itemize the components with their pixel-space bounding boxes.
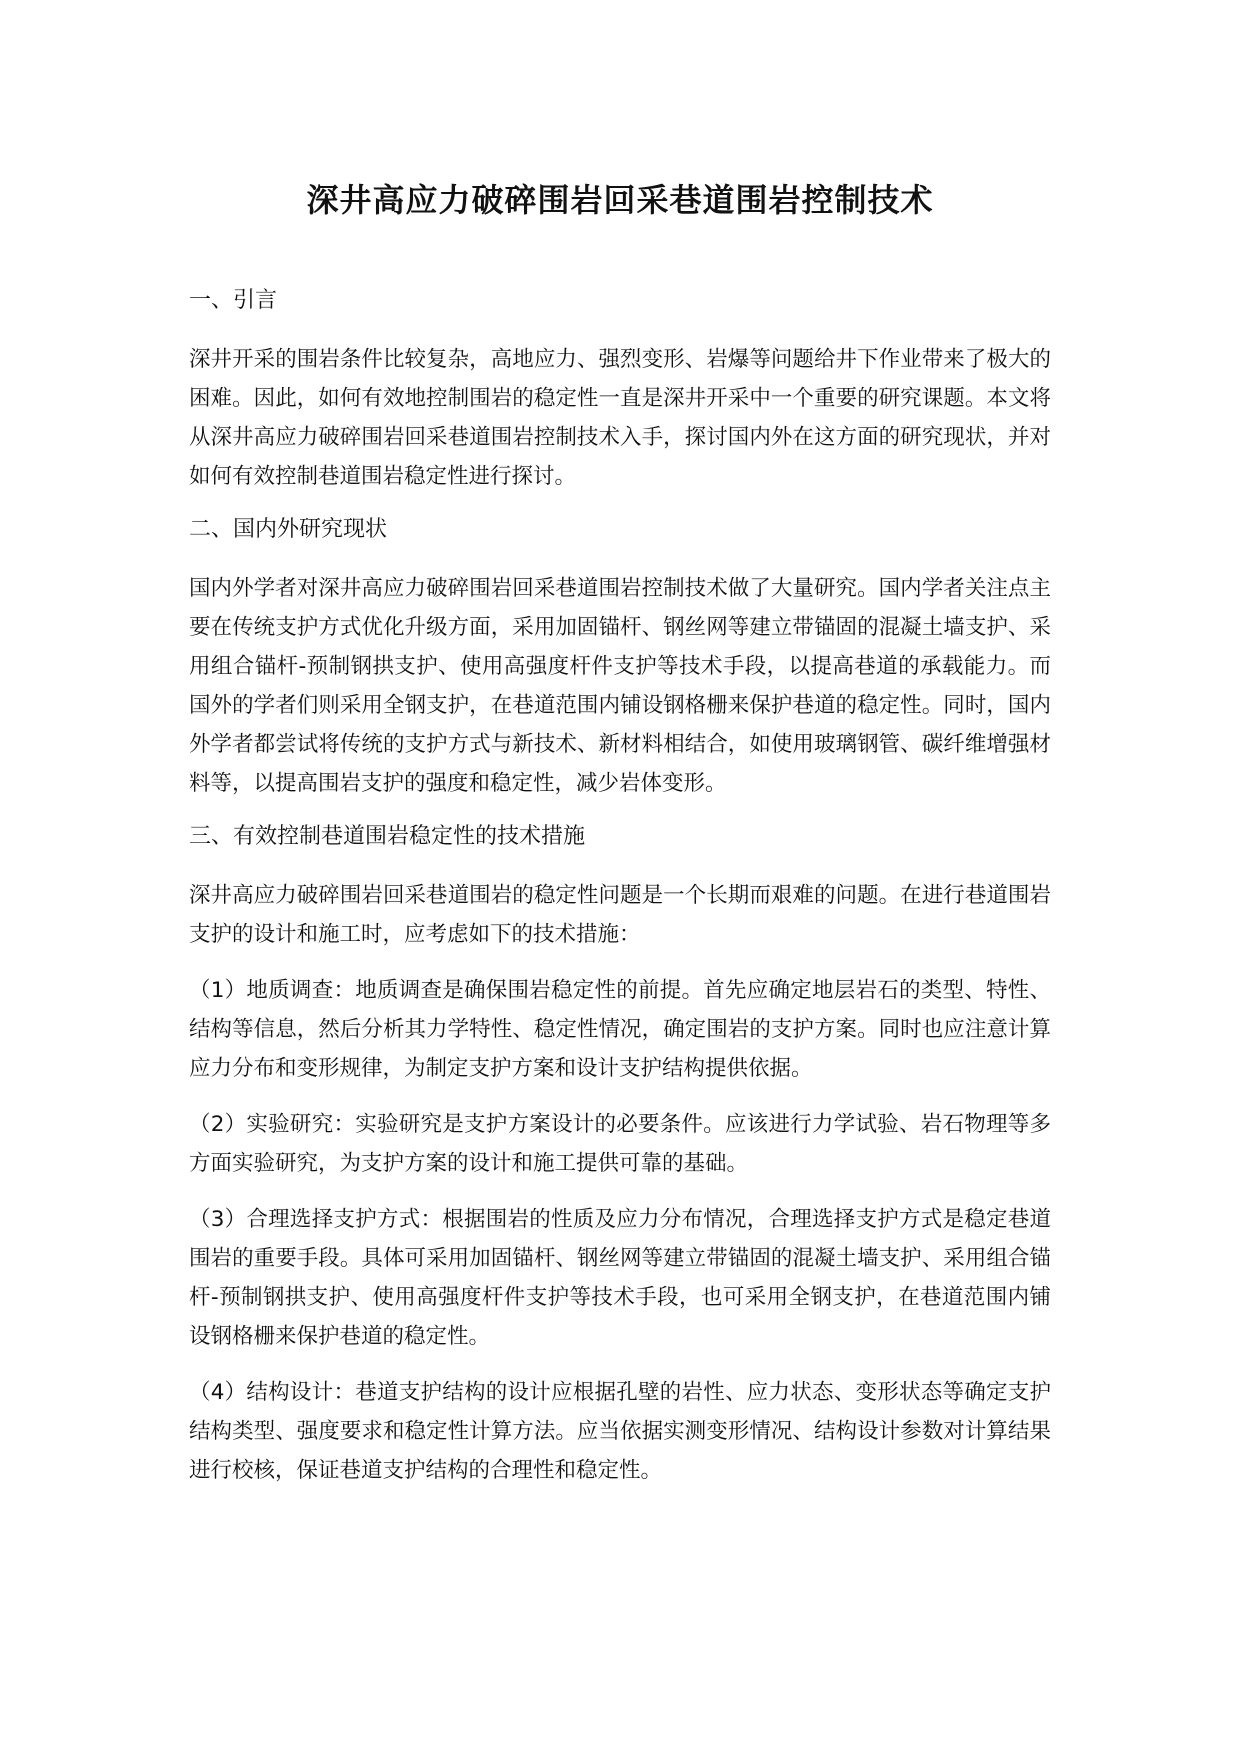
section-heading: 三、有效控制巷道围岩稳定性的技术措施 bbox=[189, 824, 586, 849]
list-item-structural-design: （4）结构设计：巷道支护结构的设计应根据孔壁的岩性、应力状态、变形状态等确定支护结构类型、强度要求和稳定性计算方法。应当依据实测变形情况、结构设计参数对计算结果进行校核，保证巷道支护结构的合理性和稳定性。 bbox=[189, 1380, 1051, 1483]
section-research-status bbox=[189, 513, 1051, 803]
paragraph: 国内外学者对深井高应力破碎围岩回采巷道围岩控制技术做了大量研究。国内学者关注点主要在传统支护方式优化升级方面，采用加固锚杆、钢丝网等建立带锚固的混凝土墙支护、采用组合锚杆-预制钢拱支护、使用高强度杆件支护等技术手段，以提高巷道的承载能力。而国外的学者们则采用全钢支护，在巷道范围内铺设钢格栅来保护巷道的稳定性。同时，国内外学者都尝试将传统的支护方式与新技术、新材料相结合，如使用玻璃钢管、碳纤维增强材料等，以提高围岩支护的强度和稳定性，减少岩体变形。 bbox=[189, 576, 1051, 796]
section-heading: 一、引言 bbox=[189, 288, 278, 313]
document-body bbox=[189, 284, 1051, 1507]
list-item-support-selection: （3）合理选择支护方式：根据围岩的性质及应力分布情况，合理选择支护方式是稳定巷道围岩的重要手段。具体可采用加固锚杆、钢丝网等建立带锚固的混凝土墙支护、采用组合锚杆-预制钢拱支护、使用高强度杆件支护等技术手段，也可采用全钢支护，在巷道范围内铺设钢格栅来保护巷道的稳定性。 bbox=[189, 1207, 1051, 1349]
document-title: 深井高应力破碎围岩回采巷道围岩控制技术 bbox=[306, 181, 934, 219]
list-item-geological-survey: （1）地质调查：地质调查是确保围岩稳定性的前提。首先应确定地层岩石的类型、特性、结构等信息，然后分析其力学特性、稳定性情况，确定围岩的支护方案。同时也应注意计算应力分布和变形规律，为制定支护方案和设计支护结构提供依据。 bbox=[189, 978, 1051, 1081]
list-item-experimental-research: （2）实验研究：实验研究是支护方案设计的必要条件。应该进行力学试验、岩石物理等多方面实验研究，为支护方案的设计和施工提供可靠的基础。 bbox=[189, 1112, 1051, 1176]
section-introduction bbox=[189, 284, 1051, 496]
section-technical-measures bbox=[189, 820, 1051, 1490]
paragraph: 深井高应力破碎围岩回采巷道围岩的稳定性问题是一个长期而艰难的问题。在进行巷道围岩支护的设计和施工时，应考虑如下的技术措施： bbox=[189, 883, 1051, 947]
paragraph: 深井开采的围岩条件比较复杂，高地应力、强烈变形、岩爆等问题给井下作业带来了极大的困难。因此，如何有效地控制围岩的稳定性一直是深井开采中一个重要的研究课题。本文将从深井高应力破碎围岩回采巷道围岩控制技术入手，探讨国内外在这方面的研究现状，并对如何有效控制巷道围岩稳定性进行探讨。 bbox=[189, 347, 1051, 489]
section-heading: 二、国内外研究现状 bbox=[189, 517, 388, 542]
